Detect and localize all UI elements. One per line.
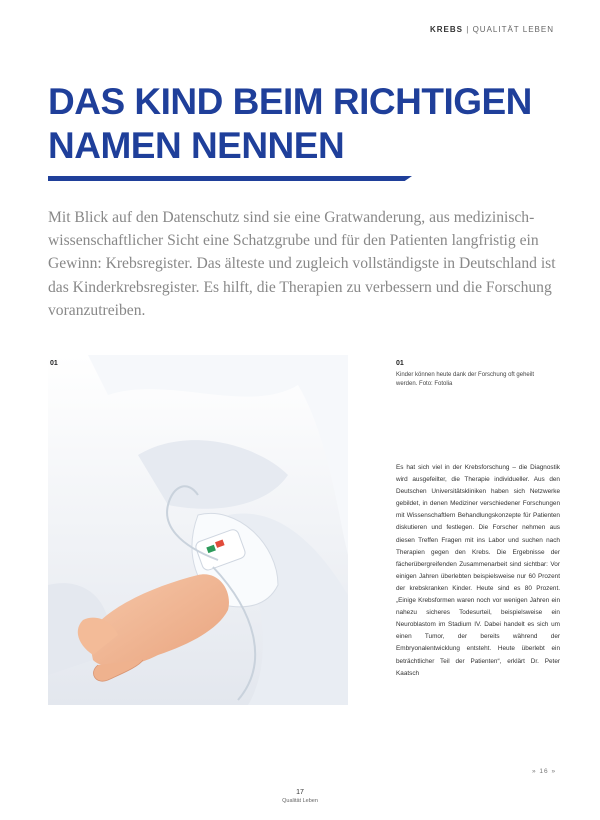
caption-credit: Foto: Fotolia — [419, 381, 453, 387]
section-separator: | — [466, 25, 470, 34]
lead-paragraph: Mit Blick auf den Datenschutz sind sie eine Gratwanderung, aus medizinisch-wissenschaftlicher Sicht eine Schatzgrube und für den Patienten langfristig ein Gewinn: Krebsregister. Das älteste und zugleich vollständigste in Deutschland ist das Kinderkrebsregister. Es hilft, die Therapien zu verbessern und die Forschung voranzutreiben. — [48, 209, 556, 319]
caption-text: Kinder können heute dank der Forschung oft geheilt werden. — [396, 372, 535, 387]
section-label — [430, 25, 554, 34]
article-headline: DAS KIND BEIM RICHTIGEN NAMEN NENNEN — [48, 81, 532, 166]
section-topic: QUALITÄT LEBEN — [472, 25, 554, 34]
figure-caption — [396, 371, 546, 389]
figure-number-left: 01 — [50, 360, 58, 367]
article-photo — [48, 355, 348, 705]
page-number: 17 — [296, 789, 304, 796]
section-name: KREBS — [430, 25, 464, 34]
figure-number-right: 01 — [396, 360, 404, 367]
continued-marker: » 16 » — [532, 768, 557, 775]
page-footer — [0, 788, 600, 806]
child-hand-iv-illustration — [48, 355, 348, 705]
publication-name: Qualität Leben — [282, 798, 318, 804]
headline-rule — [48, 176, 412, 181]
article-body: Es hat sich viel in der Krebsforschung – die Diagnostik wird ausgefeilter, die Therapie individueller. Aus den Deutschen Universitätskliniken haben sich Netzwerke gebildet, in denen Mediziner verschiedener Forschungen mit Wissenschaftlern Behandlungskonzepte für Patienten diskutieren und festlegen. Die Forscher nehmen aus diesen Treffen Fragen mit ins Labor und suchen nach Therapien gegen den Krebs. Die Ergebnisse der fächerübergreifenden Zusammenarbeit sind sichtbar: Vor einigen Jahren überlebten beispielsweise nur 60 Prozent der krebskranken Kinder. Heute sind es 80 Prozent. „Einige Krebsformen waren noch vor wenigen Jahren ein nahezu sicheres Todesurteil, beispielsweise ein Neuroblastom im Stadium IV. Dabei handelt es sich um einen Tumor, der bereits während der Embryonalentwicklung entsteht. Heute überlebt ein beträchtlicher Teil der Patienten“, erklärt Dr. Peter Kaatsch — [396, 464, 560, 677]
